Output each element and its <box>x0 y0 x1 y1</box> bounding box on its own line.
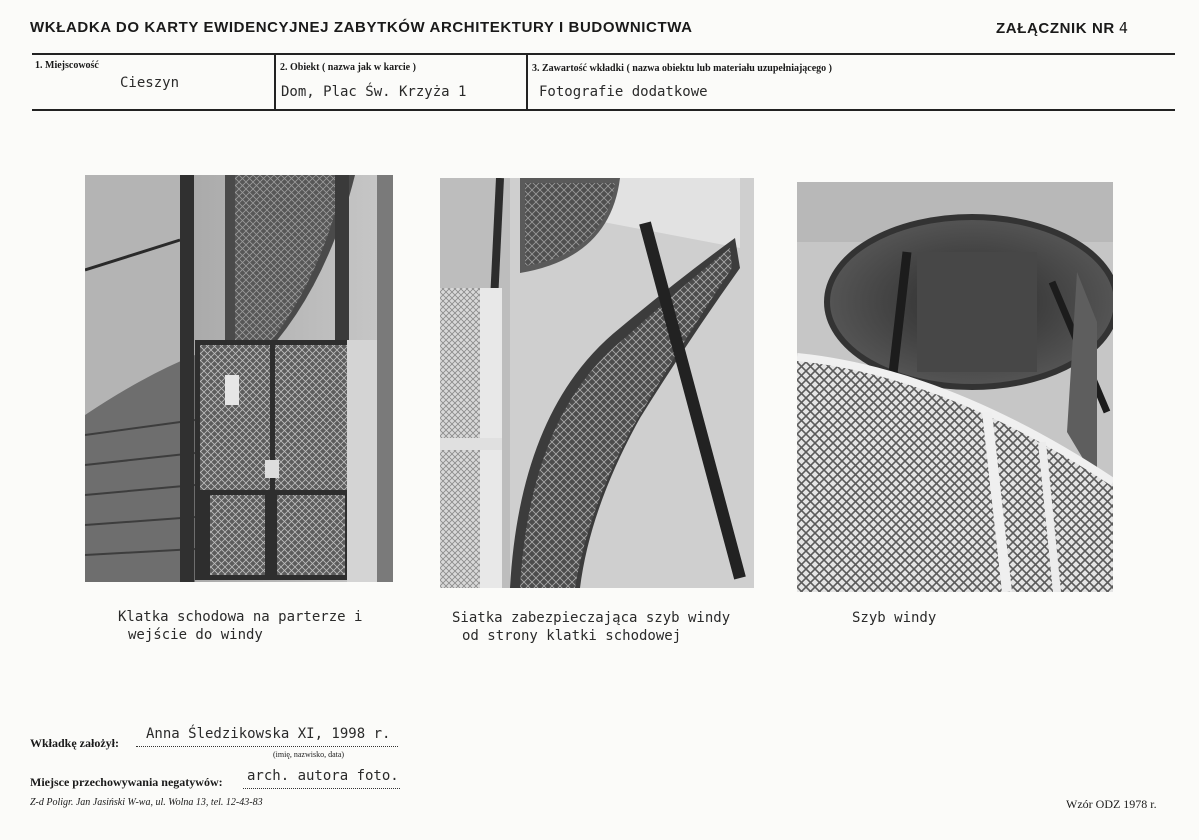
object-value: Dom, Plac Św. Krzyża 1 <box>281 84 467 100</box>
form-title: WKŁADKA DO KARTY EWIDENCYJNEJ ZABYTKÓW ARCHITEKTURY I BUDOWNICTWA <box>30 19 693 36</box>
printer-imprint: Z-d Poligr. Jan Jasiński W-wa, ul. Wolna 13, tel. 12-43-83 <box>30 797 263 808</box>
negatives-line <box>243 766 400 789</box>
photo-shaft-mesh <box>440 178 754 588</box>
object-label: 2. Obiekt ( nazwa jak w karcie ) <box>280 62 416 73</box>
form-template-id: Wzór ODZ 1978 r. <box>1066 797 1157 811</box>
contents-value: Fotografie dodatkowe <box>539 84 708 100</box>
locality-value: Cieszyn <box>120 75 180 91</box>
caption-staircase-line1: Klatka schodowa na parterze i <box>118 609 363 625</box>
negatives-label: Miejsce przechowywania negatywów: <box>30 775 223 789</box>
author-line <box>136 722 398 747</box>
author-label: Wkładkę założył: <box>30 736 119 750</box>
photo-staircase <box>85 175 393 582</box>
caption-lift-shaft: Szyb windy <box>852 610 937 626</box>
annex-label <box>996 19 1129 37</box>
table-divider-2 <box>526 53 528 111</box>
annex-label-text: ZAŁĄCZNIK NR <box>996 20 1115 37</box>
table-divider-1 <box>274 53 276 111</box>
author-hint: (imię, nazwisko, data) <box>273 750 345 759</box>
locality-label: 1. Miejscowość <box>35 60 99 71</box>
contents-label: 3. Zawartość wkładki ( nazwa obiektu lub materiału uzupełniającego ) <box>532 63 833 74</box>
annex-number: 4 <box>1118 19 1129 37</box>
caption-staircase-line2: wejście do windy <box>128 627 263 643</box>
photo-lift-shaft <box>797 182 1113 592</box>
table-bottom-rule <box>32 109 1175 111</box>
negatives-value: arch. autora foto. <box>247 768 399 784</box>
table-top-rule <box>32 53 1175 55</box>
author-value: Anna Śledzikowska XI, 1998 r. <box>146 726 391 742</box>
caption-shaft-mesh-line1: Siatka zabezpieczająca szyb windy <box>452 610 731 626</box>
caption-shaft-mesh-line2: od strony klatki schodowej <box>462 628 682 644</box>
